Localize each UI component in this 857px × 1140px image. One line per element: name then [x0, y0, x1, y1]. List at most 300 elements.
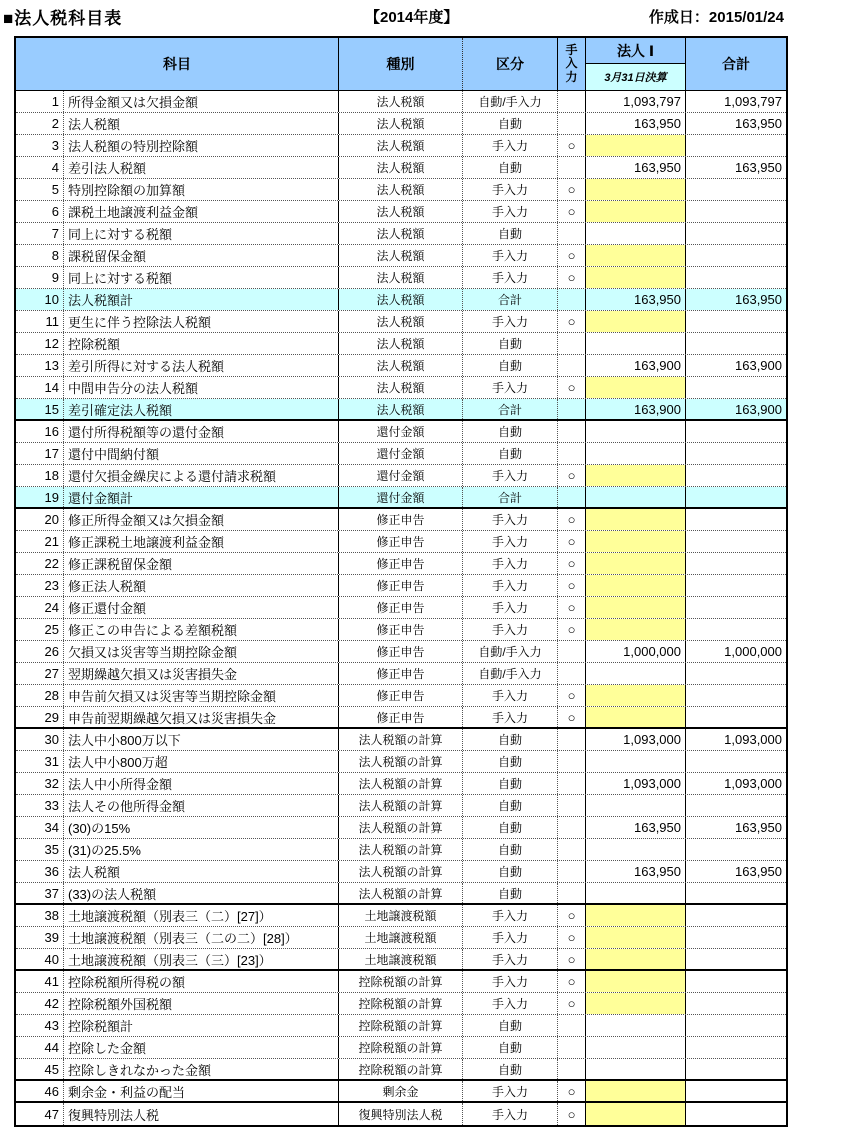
cell-corp1: 163,950 — [586, 289, 686, 310]
cell-manual — [558, 135, 586, 156]
row-number: 31 — [16, 751, 64, 772]
cell-total: 163,900 — [735, 358, 782, 373]
row-number: 46 — [16, 1081, 64, 1101]
cell-manual — [558, 971, 586, 992]
row-number: 2 — [16, 113, 64, 134]
cell-total — [686, 1015, 786, 1036]
cell-total — [686, 905, 786, 926]
cell-corp1: 163,950 — [586, 817, 686, 838]
cell-total — [686, 421, 786, 442]
cell-corp1[interactable] — [586, 311, 686, 332]
table-row — [16, 465, 786, 487]
cell-type: 法人税額の計算 — [339, 839, 463, 860]
row-number: 14 — [16, 377, 64, 398]
column-header-fiscal-closing: 3月31日決算 — [586, 64, 685, 90]
cell-total — [686, 245, 786, 266]
table-row — [16, 333, 786, 355]
row-number: 10 — [16, 289, 64, 310]
row-number: 33 — [16, 795, 64, 816]
cell-corp1 — [586, 487, 686, 507]
cell-subject: 所得金額又は欠損金額 — [64, 91, 339, 112]
cell-type: 法人税額 — [339, 157, 463, 178]
cell-category: 自動 — [463, 113, 558, 134]
manual-circle-mark: ○ — [567, 380, 576, 395]
cell-category: 手入力 — [463, 619, 558, 640]
cell-subject: 同上に対する税額 — [64, 223, 339, 244]
cell-subject: 中間申告分の法人税額 — [64, 377, 339, 398]
table-row — [16, 553, 786, 575]
cell-corp1[interactable] — [586, 377, 686, 398]
row-number: 4 — [16, 157, 64, 178]
row-number: 25 — [16, 619, 64, 640]
table-row — [16, 1059, 786, 1081]
cell-total — [686, 685, 786, 706]
cell-corp1[interactable] — [586, 553, 686, 574]
cell-total: 1,093,000 — [724, 732, 782, 747]
cell-manual — [558, 927, 586, 948]
cell-manual — [558, 861, 586, 882]
cell-category: 手入力 — [463, 971, 558, 992]
cell-corp1: 163,900 — [586, 355, 686, 376]
cell-type: 法人税額の計算 — [339, 883, 463, 903]
manual-circle-mark: ○ — [567, 1106, 576, 1122]
cell-total — [686, 223, 786, 244]
cell-corp1 — [586, 751, 686, 772]
cell-total — [686, 619, 786, 640]
cell-subject: 課税土地譲渡利益金額 — [64, 201, 339, 222]
table-row — [16, 707, 786, 729]
row-number: 21 — [16, 531, 64, 552]
table-row — [16, 377, 786, 399]
cell-total — [686, 1037, 786, 1058]
cell-corp1: 163,950 — [586, 113, 686, 134]
manual-circle-mark: ○ — [567, 996, 576, 1011]
row-number: 15 — [16, 399, 64, 419]
cell-corp1[interactable] — [586, 685, 686, 706]
cell-category: 自動 — [463, 1059, 558, 1079]
cell-corp1 — [586, 421, 686, 442]
cell-subject: 法人中小所得金額 — [64, 773, 339, 794]
row-number: 16 — [16, 421, 64, 442]
cell-subject: 課税留保金額 — [64, 245, 339, 266]
cell-manual — [558, 597, 586, 618]
row-number: 36 — [16, 861, 64, 882]
cell-subject: 法人税額 — [64, 113, 339, 134]
table-row — [16, 817, 786, 839]
row-number: 3 — [16, 135, 64, 156]
table-body — [16, 91, 786, 1125]
cell-corp1[interactable] — [586, 619, 686, 640]
created-date-label: 作成日：2015/01/24 — [648, 9, 784, 26]
row-number: 26 — [16, 641, 64, 662]
cell-corp1[interactable] — [586, 993, 686, 1014]
cell-corp1: 163,900 — [586, 399, 686, 419]
cell-manual — [558, 707, 586, 727]
table-row — [16, 267, 786, 289]
table-row — [16, 179, 786, 201]
cell-category: 手入力 — [463, 201, 558, 222]
row-number: 32 — [16, 773, 64, 794]
table-row — [16, 619, 786, 641]
row-number: 9 — [16, 267, 64, 288]
row-number: 12 — [16, 333, 64, 354]
cell-total — [686, 993, 786, 1014]
cell-category: 手入力 — [463, 377, 558, 398]
cell-corp1[interactable] — [586, 135, 686, 156]
cell-subject: 修正還付金額 — [64, 597, 339, 618]
table-row — [16, 1103, 786, 1125]
cell-subject: 修正課税留保金額 — [64, 553, 339, 574]
cell-corp1 — [586, 663, 686, 684]
row-number: 39 — [16, 927, 64, 948]
cell-manual — [558, 421, 586, 442]
cell-corp1[interactable] — [586, 949, 686, 969]
cell-manual — [558, 377, 586, 398]
cell-corp1: 163,950 — [586, 861, 686, 882]
cell-total — [686, 575, 786, 596]
manual-circle-mark: ○ — [567, 248, 576, 263]
cell-category: 手入力 — [463, 509, 558, 530]
cell-subject: 欠損又は災害等当期控除金額 — [64, 641, 339, 662]
cell-type: 控除税額の計算 — [339, 1015, 463, 1036]
cell-subject: 復興特別法人税 — [64, 1103, 339, 1125]
row-number: 22 — [16, 553, 64, 574]
cell-category: 手入力 — [463, 465, 558, 486]
cell-subject: 還付金額計 — [64, 487, 339, 507]
cell-category: 合計 — [463, 487, 558, 507]
cell-subject: 還付所得税額等の還付金額 — [64, 421, 339, 442]
cell-corp1[interactable] — [586, 1081, 686, 1101]
cell-corp1 — [586, 883, 686, 903]
cell-category: 自動 — [463, 355, 558, 376]
cell-manual — [558, 289, 586, 310]
manual-circle-mark: ○ — [567, 622, 576, 637]
cell-type: 法人税額 — [339, 113, 463, 134]
column-header-manual-input — [558, 38, 586, 90]
row-number: 8 — [16, 245, 64, 266]
cell-category: 手入力 — [463, 993, 558, 1014]
cell-category: 手入力 — [463, 179, 558, 200]
cell-subject: 控除しきれなかった金額 — [64, 1059, 339, 1079]
cell-type: 土地譲渡税額 — [339, 949, 463, 969]
cell-category: 自動 — [463, 1015, 558, 1036]
cell-type: 修正申告 — [339, 597, 463, 618]
table-row — [16, 575, 786, 597]
tax-account-table — [14, 36, 788, 1127]
cell-subject: 修正所得金額又は欠損金額 — [64, 509, 339, 530]
cell-manual — [558, 113, 586, 134]
manual-circle-mark: ○ — [567, 534, 576, 549]
row-number: 20 — [16, 509, 64, 530]
manual-circle-mark: ○ — [567, 138, 576, 153]
cell-type: 土地譲渡税額 — [339, 927, 463, 948]
cell-manual — [558, 1081, 586, 1101]
cell-corp1: 163,950 — [586, 157, 686, 178]
cell-manual — [558, 245, 586, 266]
table-row — [16, 1037, 786, 1059]
cell-subject: (33)の法人税額 — [64, 883, 339, 903]
row-number: 38 — [16, 905, 64, 926]
cell-subject: 修正課税土地譲渡利益金額 — [64, 531, 339, 552]
cell-category: 手入力 — [463, 949, 558, 969]
cell-type: 還付金額 — [339, 465, 463, 486]
cell-total — [686, 795, 786, 816]
cell-subject: (31)の25.5% — [64, 839, 339, 860]
cell-total — [686, 1103, 786, 1125]
row-number: 13 — [16, 355, 64, 376]
cell-total — [686, 487, 786, 507]
cell-category: 手入力 — [463, 685, 558, 706]
cell-corp1 — [586, 443, 686, 464]
table-row — [16, 795, 786, 817]
row-number: 30 — [16, 729, 64, 750]
cell-corp1 — [586, 333, 686, 354]
cell-category: 自動/手入力 — [463, 641, 558, 662]
cell-total: 163,950 — [735, 116, 782, 131]
cell-manual — [558, 355, 586, 376]
table-row — [16, 729, 786, 751]
cell-subject: 土地譲渡税額（別表三（二）[27]） — [64, 905, 339, 926]
cell-total: 1,000,000 — [724, 644, 782, 659]
cell-corp1[interactable] — [586, 179, 686, 200]
table-row — [16, 531, 786, 553]
table-row — [16, 839, 786, 861]
cell-subject: 法人中小800万以下 — [64, 729, 339, 750]
cell-manual — [558, 883, 586, 903]
cell-type: 法人税額 — [339, 377, 463, 398]
cell-category: 自動/手入力 — [463, 663, 558, 684]
cell-corp1[interactable] — [586, 509, 686, 530]
cell-category: 手入力 — [463, 597, 558, 618]
cell-type: 法人税額の計算 — [339, 751, 463, 772]
cell-manual — [558, 509, 586, 530]
cell-manual — [558, 223, 586, 244]
cell-type: 法人税額 — [339, 223, 463, 244]
table-row — [16, 399, 786, 421]
cell-type: 修正申告 — [339, 663, 463, 684]
cell-total — [686, 1081, 786, 1101]
cell-subject: 剰余金・利益の配当 — [64, 1081, 339, 1101]
manual-circle-mark: ○ — [567, 270, 576, 285]
cell-manual — [558, 751, 586, 772]
cell-category: 自動 — [463, 729, 558, 750]
column-header-subject: 科目 — [16, 38, 339, 90]
cell-corp1[interactable] — [586, 1103, 686, 1125]
cell-type: 復興特別法人税 — [339, 1103, 463, 1125]
cell-corp1: 1,093,000 — [586, 729, 686, 750]
page-title: ■法人税科目表 — [3, 9, 123, 28]
table-row — [16, 927, 786, 949]
cell-corp1[interactable] — [586, 707, 686, 727]
cell-total: 163,950 — [735, 864, 782, 879]
row-number: 44 — [16, 1037, 64, 1058]
cell-subject: 土地譲渡税額（別表三（三）[23]） — [64, 949, 339, 969]
cell-category: 手入力 — [463, 927, 558, 948]
table-row — [16, 443, 786, 465]
cell-subject: 修正この申告による差額税額 — [64, 619, 339, 640]
cell-total — [686, 267, 786, 288]
manual-circle-mark: ○ — [567, 468, 576, 483]
cell-total: 1,093,000 — [724, 776, 782, 791]
cell-corp1: 1,093,797 — [586, 91, 686, 112]
cell-category: 合計 — [463, 289, 558, 310]
row-number: 43 — [16, 1015, 64, 1036]
table-row — [16, 1081, 786, 1103]
manual-circle-mark: ○ — [567, 578, 576, 593]
row-number: 34 — [16, 817, 64, 838]
table-row — [16, 641, 786, 663]
cell-category: 手入力 — [463, 905, 558, 926]
cell-category: 手入力 — [463, 311, 558, 332]
cell-category: 自動 — [463, 333, 558, 354]
column-header-corporation1-group — [586, 38, 686, 90]
column-header-corporation1: 法人 Ⅰ — [586, 38, 685, 64]
cell-manual — [558, 729, 586, 750]
cell-category: 手入力 — [463, 1081, 558, 1101]
table-row — [16, 289, 786, 311]
cell-type: 還付金額 — [339, 487, 463, 507]
cell-manual — [558, 663, 586, 684]
cell-subject: 修正法人税額 — [64, 575, 339, 596]
cell-manual — [558, 905, 586, 926]
title-bar — [0, 2, 857, 30]
cell-manual — [558, 157, 586, 178]
cell-manual — [558, 311, 586, 332]
manual-circle-mark: ○ — [567, 951, 576, 967]
cell-category: 自動 — [463, 443, 558, 464]
cell-subject: 土地譲渡税額（別表三（二の二）[28]） — [64, 927, 339, 948]
cell-total — [686, 311, 786, 332]
cell-subject: 同上に対する税額 — [64, 267, 339, 288]
cell-corp1[interactable] — [586, 971, 686, 992]
cell-type: 還付金額 — [339, 421, 463, 442]
cell-corp1[interactable] — [586, 905, 686, 926]
table-row — [16, 597, 786, 619]
cell-manual — [558, 399, 586, 419]
cell-corp1[interactable] — [586, 245, 686, 266]
cell-corp1 — [586, 839, 686, 860]
cell-type: 控除税額の計算 — [339, 971, 463, 992]
cell-corp1: 1,000,000 — [586, 641, 686, 662]
row-number: 47 — [16, 1103, 64, 1125]
cell-corp1[interactable] — [586, 927, 686, 948]
cell-manual — [558, 839, 586, 860]
cell-category: 自動 — [463, 1037, 558, 1058]
cell-type: 修正申告 — [339, 707, 463, 727]
cell-type: 法人税額 — [339, 311, 463, 332]
table-row — [16, 245, 786, 267]
cell-type: 法人税額 — [339, 91, 463, 112]
row-number: 23 — [16, 575, 64, 596]
cell-total: 163,950 — [686, 289, 786, 310]
cell-manual — [558, 443, 586, 464]
cell-category: 自動/手入力 — [463, 91, 558, 112]
cell-total — [686, 597, 786, 618]
cell-corp1[interactable] — [586, 267, 686, 288]
cell-corp1[interactable] — [586, 575, 686, 596]
cell-total — [686, 707, 786, 727]
cell-subject: 更生に伴う控除法人税額 — [64, 311, 339, 332]
cell-total: 163,950 — [735, 820, 782, 835]
manual-circle-mark: ○ — [567, 974, 576, 989]
cell-manual — [558, 487, 586, 507]
cell-total: 163,950 — [735, 160, 782, 175]
manual-circle-mark: ○ — [567, 709, 576, 725]
row-number: 17 — [16, 443, 64, 464]
cell-manual — [558, 641, 586, 662]
cell-corp1[interactable] — [586, 597, 686, 618]
cell-category: 自動 — [463, 223, 558, 244]
cell-category: 自動 — [463, 861, 558, 882]
table-row — [16, 1015, 786, 1037]
cell-type: 法人税額 — [339, 289, 463, 310]
table-row — [16, 223, 786, 245]
cell-total: 1,093,797 — [724, 94, 782, 109]
cell-type: 法人税額 — [339, 399, 463, 419]
cell-type: 土地譲渡税額 — [339, 905, 463, 926]
row-number: 45 — [16, 1059, 64, 1079]
cell-type: 控除税額の計算 — [339, 1059, 463, 1079]
cell-subject: (30)の15% — [64, 817, 339, 838]
cell-manual — [558, 1059, 586, 1079]
cell-category: 自動 — [463, 883, 558, 903]
cell-total: 163,900 — [686, 399, 786, 419]
cell-manual — [558, 1103, 586, 1125]
cell-corp1 — [586, 1059, 686, 1079]
cell-type: 修正申告 — [339, 641, 463, 662]
cell-type: 法人税額 — [339, 179, 463, 200]
cell-subject: 法人税額の特別控除額 — [64, 135, 339, 156]
cell-type: 法人税額 — [339, 245, 463, 266]
cell-category: 手入力 — [463, 245, 558, 266]
row-number: 27 — [16, 663, 64, 684]
cell-manual — [558, 333, 586, 354]
cell-subject: 控除税額 — [64, 333, 339, 354]
table-row — [16, 905, 786, 927]
cell-subject: 控除税額所得税の額 — [64, 971, 339, 992]
cell-manual — [558, 531, 586, 552]
cell-corp1[interactable] — [586, 201, 686, 222]
cell-category: 自動 — [463, 795, 558, 816]
cell-corp1[interactable] — [586, 531, 686, 552]
table-row — [16, 971, 786, 993]
table-row — [16, 751, 786, 773]
cell-subject: 法人その他所得金額 — [64, 795, 339, 816]
cell-manual — [558, 773, 586, 794]
cell-subject: 控除した金額 — [64, 1037, 339, 1058]
cell-total — [686, 927, 786, 948]
cell-corp1 — [586, 223, 686, 244]
row-number: 18 — [16, 465, 64, 486]
cell-total — [686, 883, 786, 903]
table-header-row — [16, 38, 786, 91]
cell-type: 剰余金 — [339, 1081, 463, 1101]
cell-manual — [558, 1015, 586, 1036]
cell-corp1[interactable] — [586, 465, 686, 486]
cell-total — [686, 663, 786, 684]
cell-manual — [558, 993, 586, 1014]
cell-type: 還付金額 — [339, 443, 463, 464]
manual-circle-mark: ○ — [567, 1083, 576, 1099]
cell-category: 手入力 — [463, 553, 558, 574]
cell-subject: 特別控除額の加算額 — [64, 179, 339, 200]
cell-subject: 法人税額 — [64, 861, 339, 882]
cell-subject: 申告前翌期繰越欠損又は災害損失金 — [64, 707, 339, 727]
cell-total — [686, 553, 786, 574]
manual-circle-mark: ○ — [567, 688, 576, 703]
row-number: 5 — [16, 179, 64, 200]
cell-category: 手入力 — [463, 135, 558, 156]
